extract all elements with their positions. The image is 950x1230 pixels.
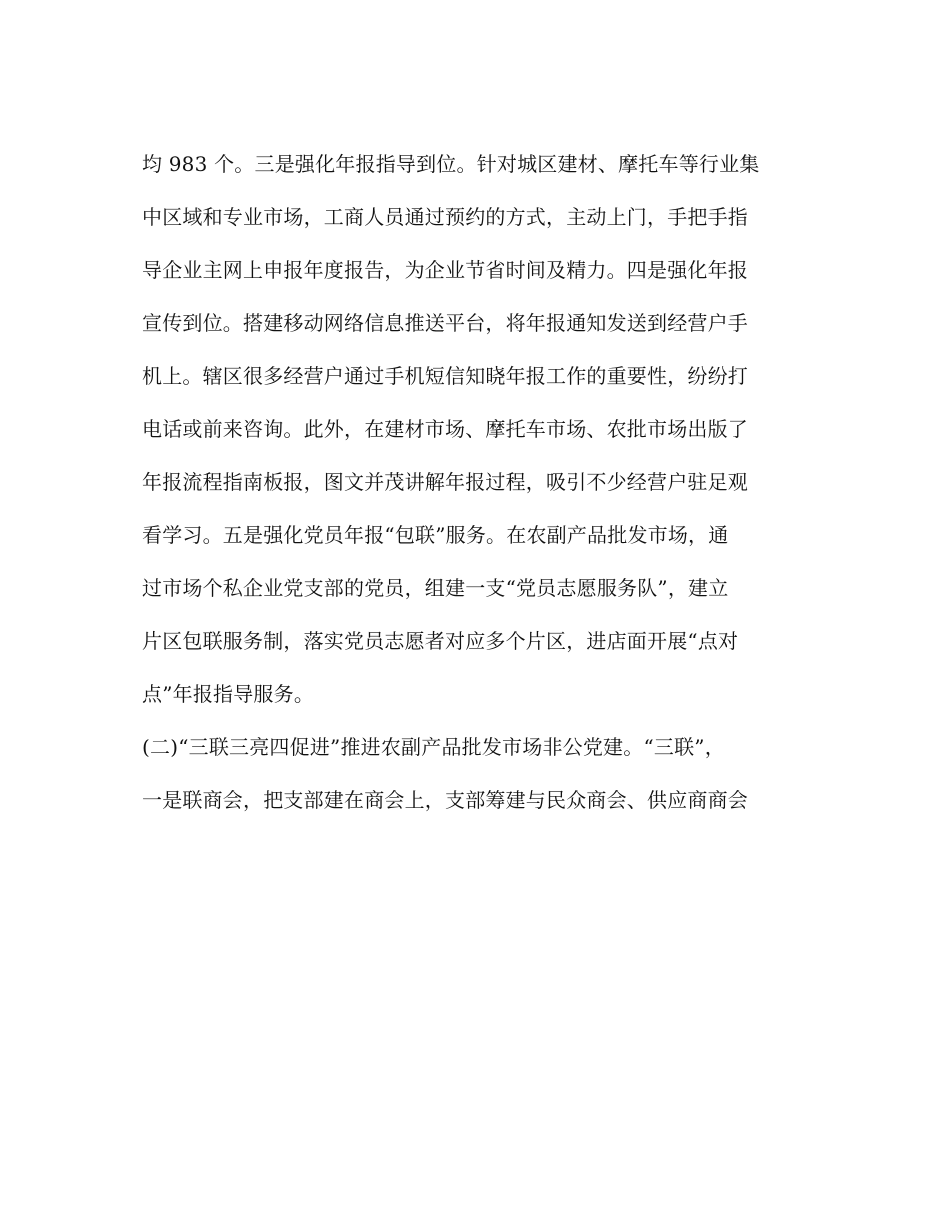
text-line-9: 过市场个私企业党支部的党员，组建一支“党员志愿服务队”，建立 [142, 576, 729, 600]
text-line-8: 看学习。五是强化党员年报“包联”服务。在农副产品批发市场，通 [142, 523, 729, 547]
text-line-10: 片区包联服务制，落实党员志愿者对应多个片区，进店面开展“点对 [142, 629, 739, 653]
section-heading-line: (二)“三联三亮四促进”推进农副产品批发市场非公党建。“三联”， [142, 735, 725, 759]
text-line-5: 机上。辖区很多经营户通过手机短信知晓年报工作的重要性，纷纷打 [142, 364, 748, 388]
text-line-3: 导企业主网上申报年度报告，为企业节省时间及精力。四是强化年报 [142, 258, 748, 282]
document-body [142, 138, 802, 827]
text-line-1: 均 983 个。三是强化年报指导到位。针对城区建材、摩托车等行业集 [142, 152, 760, 176]
text-line-13: 一是联商会，把支部建在商会上，支部筹建与民众商会、供应商商会 [142, 788, 748, 812]
text-line-7: 年报流程指南板报，图文并茂讲解年报过程，吸引不少经营户驻足观 [142, 470, 748, 494]
text-line-4: 宣传到位。搭建移动网络信息推送平台，将年报通知发送到经营户手 [142, 311, 748, 335]
text-line-2: 中区域和专业市场，工商人员通过预约的方式，主动上门，手把手指 [142, 205, 748, 229]
text-line-11: 点”年报指导服务。 [142, 682, 315, 706]
text-line-6: 电话或前来咨询。此外，在建材市场、摩托车市场、农批市场出版了 [142, 417, 748, 441]
